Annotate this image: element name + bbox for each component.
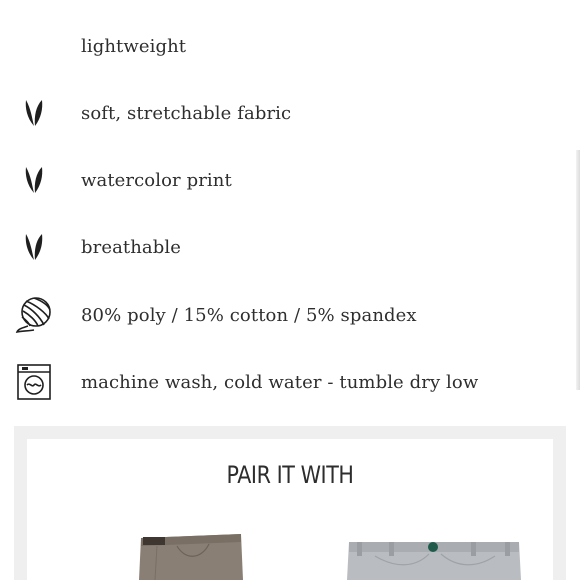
feature-lightweight (0, 26, 580, 66)
yarn-ball-icon (12, 295, 56, 335)
section-title: PAIR IT WITH (226, 461, 354, 489)
feature-label: watercolor print (81, 169, 232, 191)
feature-watercolor-print (0, 160, 580, 200)
feature-label: breathable (81, 236, 181, 258)
leaf-icon (12, 93, 56, 133)
feature-soft-fabric (0, 93, 580, 133)
pair-it-with-card (27, 439, 553, 580)
page-edge-shadow (576, 150, 580, 390)
pair-it-with-section (14, 426, 566, 580)
leaf-icon (12, 160, 56, 200)
washing-machine-icon (12, 362, 56, 402)
product-grey-shorts[interactable] (345, 538, 523, 584)
feature-breathable (0, 227, 580, 267)
feature-fabric-content (0, 295, 580, 335)
feature-label: lightweight (81, 35, 187, 57)
feature-label: 80% poly / 15% cotton / 5% spandex (81, 304, 417, 326)
feature-label: machine wash, cold water - tumble dry low (81, 371, 479, 393)
leaf-icon (12, 227, 56, 267)
feature-label: soft, stretchable fabric (81, 102, 292, 124)
product-khaki-pants[interactable] (137, 532, 247, 584)
feature-care-instructions (0, 362, 580, 402)
